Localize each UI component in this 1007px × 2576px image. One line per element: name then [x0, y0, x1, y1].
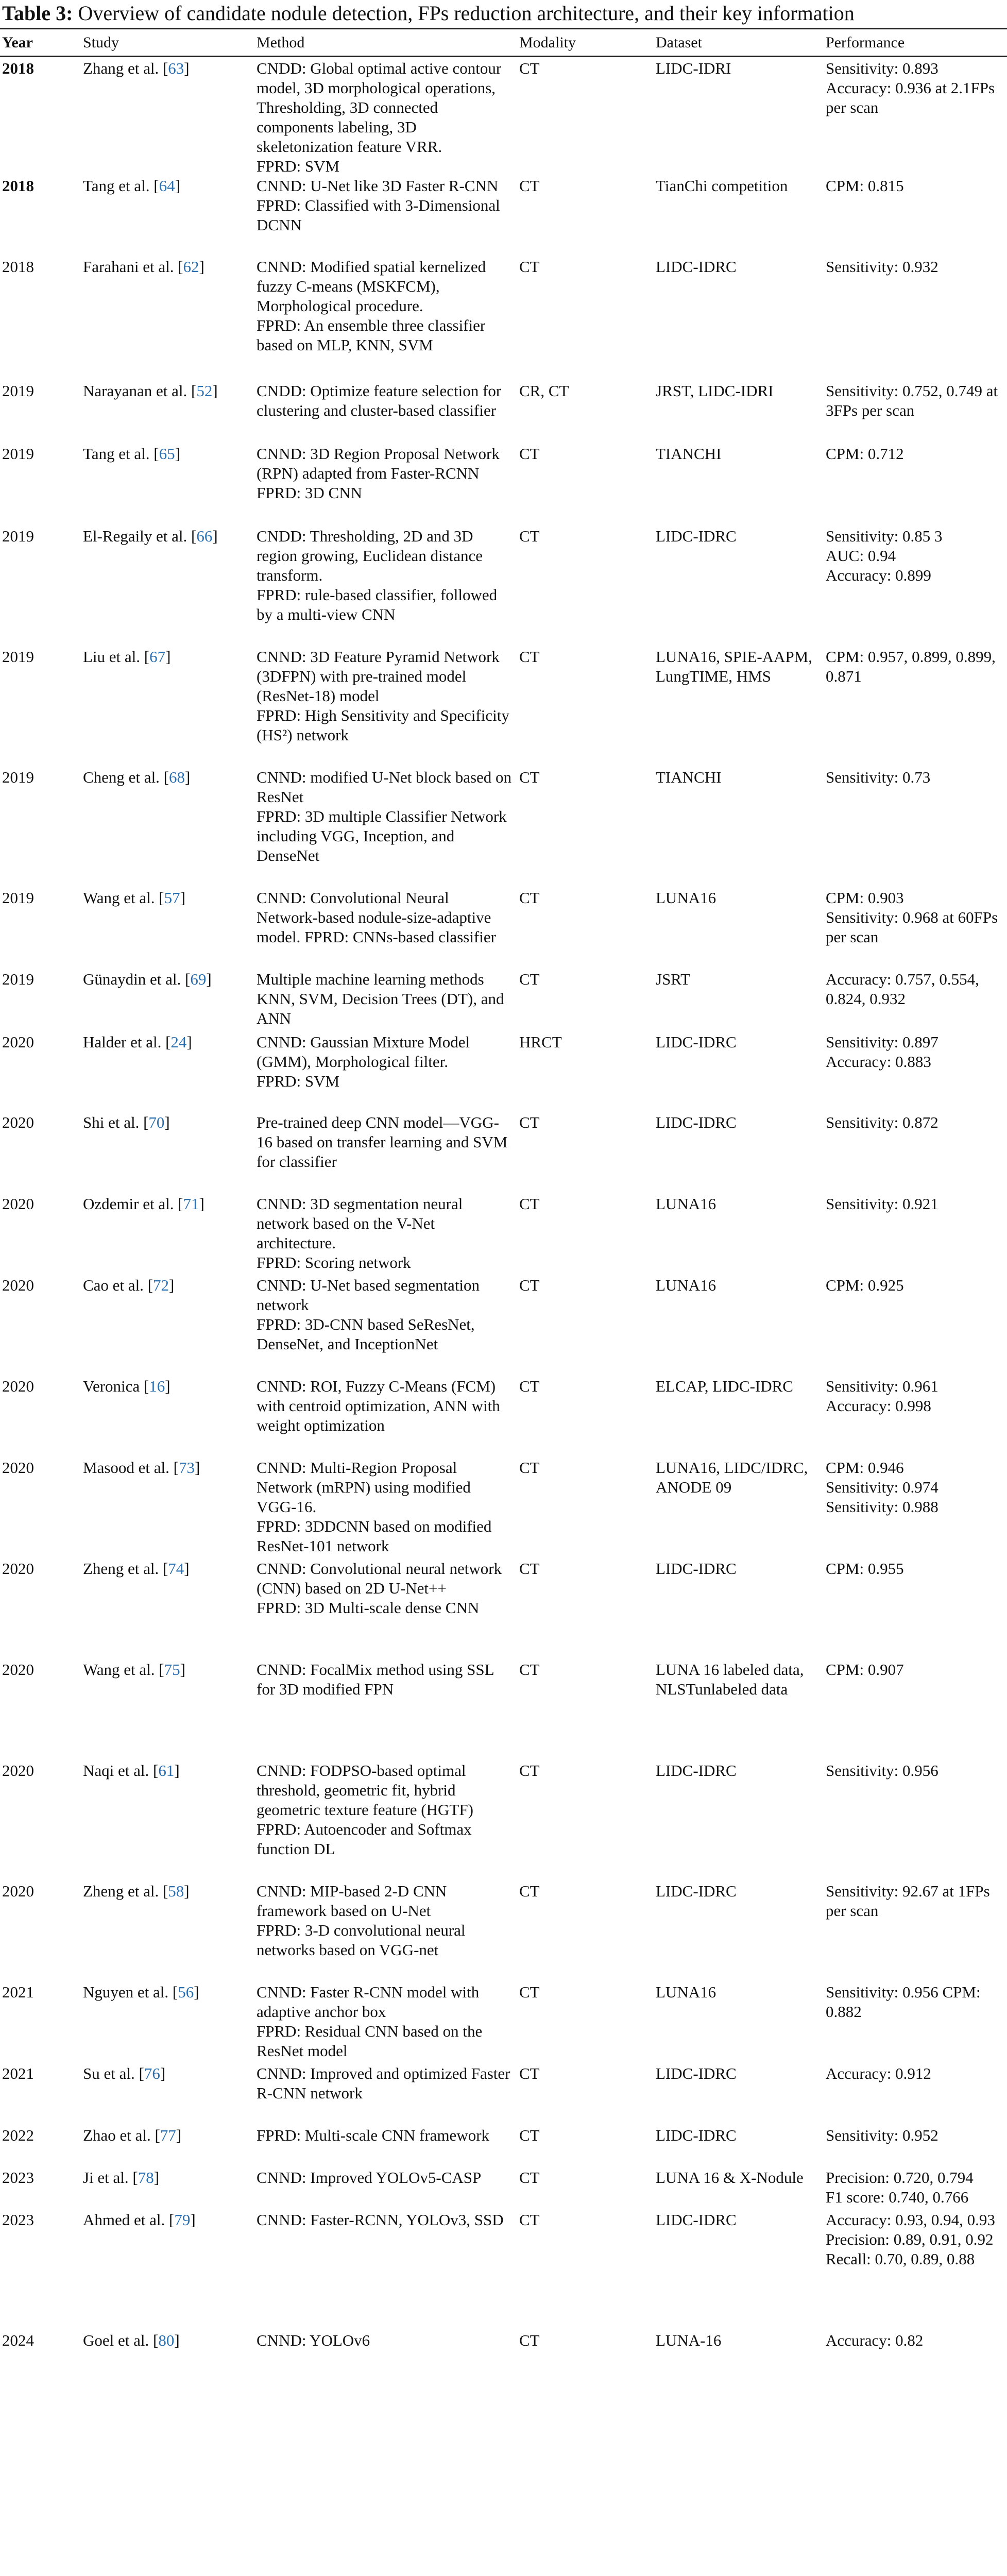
cell-method: CNDD: Thresholding, 2D and 3D region growing, Euclidean distance transform. FPRD: rule-based classifier, followed by a multi-view CNN — [257, 527, 498, 623]
citation-link[interactable]: 63 — [168, 59, 184, 77]
study-author: Halder et al. [ — [83, 1033, 171, 1051]
cell-dataset: LIDC-IDRC — [656, 1560, 737, 1578]
cell-year: 2020 — [2, 1882, 34, 1900]
cell-modality: CT — [519, 527, 540, 545]
cell-dataset: LIDC-IDRC — [656, 1882, 737, 1900]
cell-study — [80, 647, 253, 768]
cell-dataset: LUNA16 — [656, 1983, 716, 2001]
cell-dataset: LIDC-IDRC — [656, 527, 737, 545]
table-row — [0, 2210, 1007, 2331]
top-rule — [0, 28, 1007, 29]
study-author: Ahmed et al. [ — [83, 2211, 175, 2229]
cell-method: CNND: Faster-RCNN, YOLOv3, SSD — [257, 2211, 504, 2229]
citation-bracket: ] — [194, 1983, 199, 2001]
citation-link[interactable]: 68 — [169, 768, 185, 786]
cell-modality: CT — [519, 648, 540, 666]
table-row — [0, 444, 1007, 527]
citation-bracket: ] — [194, 1459, 200, 1477]
cell-modality: CT — [519, 258, 540, 276]
cell-performance: Sensitivity: 0.85 3 AUC: 0.94 Accuracy: 0.899 — [826, 527, 943, 584]
header-year: Year — [2, 34, 33, 51]
cell-performance: CPM: 0.907 — [826, 1660, 904, 1679]
citation-link[interactable]: 79 — [174, 2211, 191, 2229]
citation-bracket: ] — [199, 1195, 204, 1213]
citation-link[interactable]: 71 — [183, 1195, 199, 1213]
citation-link[interactable]: 74 — [168, 1560, 184, 1578]
table-row — [0, 257, 1007, 381]
citation-link[interactable]: 76 — [144, 2064, 160, 2082]
cell-modality: CT — [519, 768, 540, 786]
citation-link[interactable]: 64 — [159, 177, 175, 195]
cell-dataset: JSRT — [656, 970, 691, 988]
table-header — [0, 31, 1007, 55]
study-author: Su et al. [ — [83, 2064, 144, 2082]
citation-bracket: ] — [174, 1761, 180, 1780]
table-row — [0, 1032, 1007, 1113]
citation-link[interactable]: 67 — [149, 648, 166, 666]
citation-bracket: ] — [184, 1560, 190, 1578]
study-author: Nguyen et al. [ — [83, 1983, 178, 2001]
cell-dataset: TIANCHI — [656, 768, 722, 786]
cell-year: 2023 — [2, 2211, 34, 2229]
citation-link[interactable]: 58 — [168, 1882, 184, 1900]
table-row — [0, 1276, 1007, 1377]
cell-year: 2022 — [2, 2126, 34, 2144]
cell-modality: CT — [519, 2211, 540, 2229]
cell-dataset: LUNA16 — [656, 1195, 716, 1213]
cell-study — [80, 1032, 253, 1113]
cell-performance: Precision: 0.720, 0.794 F1 score: 0.740, 0.766 — [826, 2168, 974, 2206]
header-performance: Performance — [826, 34, 905, 51]
cell-performance: Sensitivity: 0.952 — [826, 2126, 938, 2144]
cell-method: CNDD: Optimize feature selection for clustering and cluster-based classifier — [257, 382, 502, 419]
citation-bracket: ] — [153, 2168, 160, 2187]
citation-bracket: ] — [180, 889, 185, 907]
table-row — [0, 2064, 1007, 2126]
study-author: Wang et al. [ — [83, 889, 164, 907]
cell-dataset: TIANCHI — [656, 445, 722, 463]
cell-performance: Accuracy: 0.912 — [826, 2064, 931, 2082]
citation-link[interactable]: 69 — [190, 970, 207, 988]
citation-link[interactable]: 72 — [153, 1276, 169, 1294]
cell-performance: Sensitivity: 92.67 at 1FPs per scan — [826, 1882, 990, 1920]
citation-link[interactable]: 52 — [196, 382, 213, 400]
cell-performance: Sensitivity: 0.961 Accuracy: 0.998 — [826, 1377, 938, 1415]
study-author: El-Regaily et al. [ — [83, 527, 197, 545]
study-author: Günaydin et al. [ — [83, 970, 191, 988]
cell-performance: Sensitivity: 0.897 Accuracy: 0.883 — [826, 1033, 938, 1071]
cell-method: CNND: Gaussian Mixture Model (GMM), Morphological filter. FPRD: SVM — [257, 1033, 470, 1090]
citation-link[interactable]: 24 — [170, 1033, 187, 1051]
study-author: Cao et al. [ — [83, 1276, 153, 1294]
cell-method: CNND: ROI, Fuzzy C-Means (FCM) with centroid optimization, ANN with weight optimization — [257, 1377, 500, 1434]
cell-study — [80, 1458, 253, 1559]
cell-dataset: LUNA16 — [656, 1276, 716, 1294]
cell-study — [80, 381, 253, 444]
study-author: Wang et al. [ — [83, 1660, 164, 1679]
cell-method: CNND: Multi-Region Proposal Network (mRPN) using modified VGG-16. FPRD: 3DDCNN based on modified ResNet-101 network — [257, 1459, 492, 1555]
cell-method: CNND: YOLOv6 — [257, 2331, 370, 2349]
cell-study — [80, 970, 253, 1032]
cell-dataset: LIDC-IDRC — [656, 2126, 737, 2144]
cell-performance: Sensitivity: 0.956 CPM: 0.882 — [826, 1983, 981, 2021]
cell-performance: Sensitivity: 0.956 — [826, 1761, 938, 1780]
cell-dataset: LIDC-IDRC — [656, 2211, 737, 2229]
study-author: Zheng et al. [ — [83, 1882, 168, 1900]
citation-bracket: ] — [180, 1660, 185, 1679]
cell-study — [80, 257, 253, 381]
cell-dataset: LUNA-16 — [656, 2331, 722, 2349]
cell-modality: CT — [519, 59, 540, 77]
citation-link[interactable]: 61 — [158, 1761, 175, 1780]
cell-dataset: JRST, LIDC-IDRI — [656, 382, 774, 400]
cell-year: 2019 — [2, 889, 34, 907]
study-author: Farahani et al. [ — [83, 258, 183, 276]
cell-performance: Accuracy: 0.82 — [826, 2331, 924, 2349]
cell-modality: CT — [519, 2168, 540, 2187]
cell-method: CNND: MIP-based 2-D CNN framework based on U-Net FPRD: 3-D convolutional neural networks based on VGG-net — [257, 1882, 466, 1959]
cell-dataset: ELCAP, LIDC-IDRC — [656, 1377, 793, 1395]
header-method: Method — [257, 34, 305, 51]
cell-method: CNND: U-Net based segmentation network FPRD: 3D-CNN based SeResNet, DenseNet, and InceptionNet — [257, 1276, 480, 1353]
cell-modality: CT — [519, 1377, 540, 1395]
header-study: Study — [83, 34, 120, 51]
header-modality: Modality — [519, 34, 576, 51]
cell-dataset: LUNA16, LIDC/IDRC, ANODE 09 — [656, 1459, 808, 1496]
cell-modality: CT — [519, 889, 540, 907]
cell-performance: CPM: 0.903 Sensitivity: 0.968 at 60FPs per scan — [826, 889, 998, 946]
citation-bracket: ] — [199, 258, 204, 276]
table-body — [0, 59, 1007, 2350]
cell-year: 2023 — [2, 2168, 34, 2187]
study-author: Naqi et al. [ — [83, 1761, 159, 1780]
citation-bracket: ] — [185, 768, 191, 786]
cell-modality: CT — [519, 177, 540, 195]
cell-method: CNND: Modified spatial kernelized fuzzy C-means (MSKFCM), Morphological procedure. FPRD: An ensemble three classifier based on MLP, KNN, SVM — [257, 258, 486, 354]
cell-study — [80, 888, 253, 970]
cell-method: Pre-trained deep CNN model—VGG-16 based on transfer learning and SVM for classifier — [257, 1113, 508, 1171]
citation-link[interactable]: 78 — [138, 2168, 154, 2187]
study-author: Zheng et al. [ — [83, 1560, 168, 1578]
cell-performance: CPM: 0.957, 0.899, 0.899, 0.871 — [826, 648, 996, 685]
table-caption-label: Table 3: — [2, 2, 73, 25]
cell-study — [80, 1377, 253, 1458]
cell-modality: CT — [519, 1195, 540, 1213]
cell-study — [80, 59, 253, 176]
cell-modality: HRCT — [519, 1033, 562, 1051]
cell-study — [80, 1276, 253, 1377]
cell-study — [80, 176, 253, 257]
cell-method: CNND: U-Net like 3D Faster R-CNN FPRD: Classified with 3-Dimensional DCNN — [257, 177, 500, 234]
table-row — [0, 1458, 1007, 1559]
study-author: Veronica [ — [83, 1377, 149, 1395]
cell-study — [80, 1982, 253, 2064]
study-author: Ji et al. [ — [83, 2168, 138, 2187]
cell-study — [80, 1660, 253, 1761]
citation-bracket: ] — [175, 445, 180, 463]
cell-dataset: LIDC-IDRI — [656, 59, 731, 77]
citation-link[interactable]: 57 — [164, 889, 180, 907]
cell-year: 2020 — [2, 1195, 34, 1213]
cell-method: CNND: FODPSO-based optimal threshold, geometric fit, hybrid geometric texture feature (HGTF) FPRD: Autoencoder and Softmax function DL — [257, 1761, 473, 1858]
cell-modality: CT — [519, 2331, 540, 2349]
cell-modality: CT — [519, 1113, 540, 1131]
citation-bracket: ] — [165, 648, 171, 666]
cell-modality: CT — [519, 445, 540, 463]
table-row — [0, 888, 1007, 970]
cell-study — [80, 2126, 253, 2168]
citation-bracket: ] — [190, 2211, 196, 2229]
citation-link[interactable]: 80 — [158, 2331, 175, 2349]
cell-modality: CT — [519, 970, 540, 988]
cell-modality: CT — [519, 1882, 540, 1900]
cell-method: CNDD: Global optimal active contour model, 3D morphological operations, Thresholding, 3D connected components labeling, 3D skeletonization feature VRR. FPRD: SVM — [257, 59, 502, 175]
cell-dataset: LUNA16 — [656, 889, 716, 907]
citation-bracket: ] — [174, 2331, 180, 2349]
cell-year: 2020 — [2, 1761, 34, 1780]
results-table — [0, 59, 1007, 2350]
study-author: Goel et al. [ — [83, 2331, 159, 2349]
cell-study — [80, 1113, 253, 1194]
cell-method: CNND: Convolutional neural network (CNN) based on 2D U-Net++ FPRD: 3D Multi-scale dense CNN — [257, 1560, 502, 1617]
cell-performance: Sensitivity: 0.872 — [826, 1113, 938, 1131]
cell-modality: CT — [519, 1276, 540, 1294]
citation-bracket: ] — [169, 1276, 175, 1294]
cell-year: 2020 — [2, 1660, 34, 1679]
citation-link[interactable]: 62 — [183, 258, 199, 276]
cell-dataset: LIDC-IDRC — [656, 1761, 737, 1780]
study-author: Liu et al. [ — [83, 648, 150, 666]
cell-year: 2018 — [2, 258, 34, 276]
table-caption-text: Overview of candidate nodule detection, FPs reduction architecture, and their key information — [73, 2, 855, 25]
cell-year: 2021 — [2, 2064, 34, 2082]
cell-year: 2020 — [2, 1377, 34, 1395]
study-author: Narayanan et al. [ — [83, 382, 197, 400]
citation-bracket: ] — [165, 1377, 170, 1395]
cell-study — [80, 444, 253, 527]
citation-link[interactable]: 65 — [159, 445, 175, 463]
cell-method: CNND: Convolutional Neural Network-based nodule-size-adaptive model. FPRD: CNNs-based classifier — [257, 889, 496, 946]
study-author: Tang et al. [ — [83, 445, 159, 463]
study-author: Masood et al. [ — [83, 1459, 179, 1477]
study-author: Tang et al. [ — [83, 177, 159, 195]
cell-study — [80, 2064, 253, 2126]
table-row — [0, 2168, 1007, 2210]
cell-study — [80, 1761, 253, 1882]
cell-dataset: TianChi competition — [656, 177, 788, 195]
table-row — [0, 647, 1007, 768]
table-row — [0, 970, 1007, 1032]
cell-year: 2020 — [2, 1560, 34, 1578]
cell-year: 2018 — [2, 177, 34, 195]
cell-method: CNND: 3D Feature Pyramid Network (3DFPN) with pre-trained model (ResNet-18) model FPRD: High Sensitivity and Specificity (HS²) network — [257, 648, 509, 744]
study-author: Cheng et al. [ — [83, 768, 169, 786]
table-row — [0, 1982, 1007, 2064]
cell-study — [80, 1194, 253, 1276]
cell-performance: Sensitivity: 0.73 — [826, 768, 931, 786]
cell-modality: CT — [519, 1983, 540, 2001]
table-row — [0, 1882, 1007, 1982]
cell-modality: CT — [519, 1560, 540, 1578]
cell-performance: CPM: 0.712 — [826, 445, 904, 463]
table-caption — [2, 0, 1006, 27]
cell-modality: CT — [519, 1761, 540, 1780]
cell-method: CNND: Faster R-CNN model with adaptive anchor box FPRD: Residual CNN based on the ResNet model — [257, 1983, 483, 2060]
citation-link[interactable]: 66 — [196, 527, 213, 545]
cell-study — [80, 2210, 253, 2331]
cell-study — [80, 2331, 253, 2350]
cell-study — [80, 768, 253, 888]
cell-year: 2020 — [2, 1276, 34, 1294]
table-row — [0, 2331, 1007, 2350]
table-row — [0, 1113, 1007, 1194]
cell-method: CNND: 3D Region Proposal Network (RPN) adapted from Faster-RCNN FPRD: 3D CNN — [257, 445, 500, 502]
cell-study — [80, 1559, 253, 1660]
cell-modality: CT — [519, 2126, 540, 2144]
citation-link[interactable]: 16 — [149, 1377, 165, 1395]
cell-dataset: LUNA16, SPIE-AAPM, LungTIME, HMS — [656, 648, 812, 685]
cell-performance: Sensitivity: 0.893 Accuracy: 0.936 at 2.1FPs per scan — [826, 59, 995, 116]
cell-year: 2019 — [2, 382, 34, 400]
cell-modality: CT — [519, 2064, 540, 2082]
cell-method: CNND: modified U-Net block based on ResNet FPRD: 3D multiple Classifier Network including VGG, Inception, and DenseNet — [257, 768, 512, 865]
table-row — [0, 59, 1007, 176]
table-row — [0, 2126, 1007, 2168]
cell-dataset: LIDC-IDRC — [656, 1113, 737, 1131]
cell-year: 2020 — [2, 1033, 34, 1051]
cell-study — [80, 1882, 253, 1982]
cell-study — [80, 2168, 253, 2210]
citation-bracket: ] — [175, 177, 180, 195]
cell-method: CNND: 3D segmentation neural network based on the V-Net architecture. FPRD: Scoring network — [257, 1195, 463, 1272]
cell-year: 2021 — [2, 1983, 34, 2001]
cell-method: CNND: Improved YOLOv5-CASP — [257, 2168, 482, 2187]
table-row — [0, 1660, 1007, 1761]
study-author: Ozdemir et al. [ — [83, 1195, 183, 1213]
citation-bracket: ] — [184, 59, 190, 77]
cell-dataset: LIDC-IDRC — [656, 258, 737, 276]
cell-year: 2019 — [2, 648, 34, 666]
table-row — [0, 527, 1007, 647]
citation-bracket: ] — [212, 527, 218, 545]
citation-link[interactable]: 77 — [160, 2126, 176, 2144]
cell-dataset: LIDC-IDRC — [656, 2064, 737, 2082]
citation-bracket: ] — [160, 2064, 166, 2082]
cell-year: 2020 — [2, 1459, 34, 1477]
cell-dataset: LIDC-IDRC — [656, 1033, 737, 1051]
table-row — [0, 1559, 1007, 1660]
cell-year: 2019 — [2, 527, 34, 545]
citation-bracket: ] — [176, 2126, 182, 2144]
cell-performance: Sensitivity: 0.752, 0.749 at 3FPs per scan — [826, 382, 998, 419]
citation-link[interactable]: 70 — [148, 1113, 165, 1131]
table-row — [0, 381, 1007, 444]
cell-performance: CPM: 0.955 — [826, 1560, 904, 1578]
cell-modality: CR, CT — [519, 382, 569, 400]
cell-year: 2019 — [2, 970, 34, 988]
citation-bracket: ] — [164, 1113, 170, 1131]
cell-performance: CPM: 0.946 Sensitivity: 0.974 Sensitivity: 0.988 — [826, 1459, 938, 1516]
cell-method: Multiple machine learning methods KNN, SVM, Decision Trees (DT), and ANN — [257, 970, 504, 1027]
cell-method: FPRD: Multi-scale CNN framework — [257, 2126, 490, 2144]
cell-year: 2024 — [2, 2331, 34, 2349]
citation-link[interactable]: 75 — [164, 1660, 180, 1679]
cell-dataset: LUNA 16 labeled data, NLSTunlabeled data — [656, 1660, 804, 1698]
citation-bracket: ] — [212, 382, 218, 400]
cell-performance: Accuracy: 0.757, 0.554, 0.824, 0.932 — [826, 970, 979, 1008]
cell-performance: Sensitivity: 0.921 — [826, 1195, 938, 1213]
study-author: Zhao et al. [ — [83, 2126, 160, 2144]
cell-modality: CT — [519, 1459, 540, 1477]
table-row — [0, 1377, 1007, 1458]
cell-year: 2019 — [2, 445, 34, 463]
citation-bracket: ] — [186, 1033, 192, 1051]
citation-bracket: ] — [184, 1882, 190, 1900]
table-row — [0, 176, 1007, 257]
header-dataset: Dataset — [656, 34, 702, 51]
citation-link[interactable]: 73 — [178, 1459, 195, 1477]
header-rule — [0, 56, 1007, 57]
citation-bracket: ] — [206, 970, 212, 988]
study-author: Zhang et al. [ — [83, 59, 168, 77]
cell-year: 2019 — [2, 768, 34, 786]
cell-method: CNND: Improved and optimized Faster R-CNN network — [257, 2064, 510, 2102]
cell-modality: CT — [519, 1660, 540, 1679]
cell-year: 2018 — [2, 59, 34, 77]
table-row — [0, 1761, 1007, 1882]
cell-performance: CPM: 0.815 — [826, 177, 904, 195]
study-author: Shi et al. [ — [83, 1113, 149, 1131]
cell-performance: CPM: 0.925 — [826, 1276, 904, 1294]
cell-method: CNND: FocalMix method using SSL for 3D modified FPN — [257, 1660, 494, 1698]
table-row — [0, 768, 1007, 888]
citation-link[interactable]: 56 — [178, 1983, 194, 2001]
cell-year: 2020 — [2, 1113, 34, 1131]
cell-study — [80, 527, 253, 647]
cell-performance: Sensitivity: 0.932 — [826, 258, 938, 276]
table-row — [0, 1194, 1007, 1276]
cell-dataset: LUNA 16 & X-Nodule — [656, 2168, 804, 2187]
cell-performance: Accuracy: 0.93, 0.94, 0.93 Precision: 0.89, 0.91, 0.92 Recall: 0.70, 0.89, 0.88 — [826, 2211, 995, 2268]
